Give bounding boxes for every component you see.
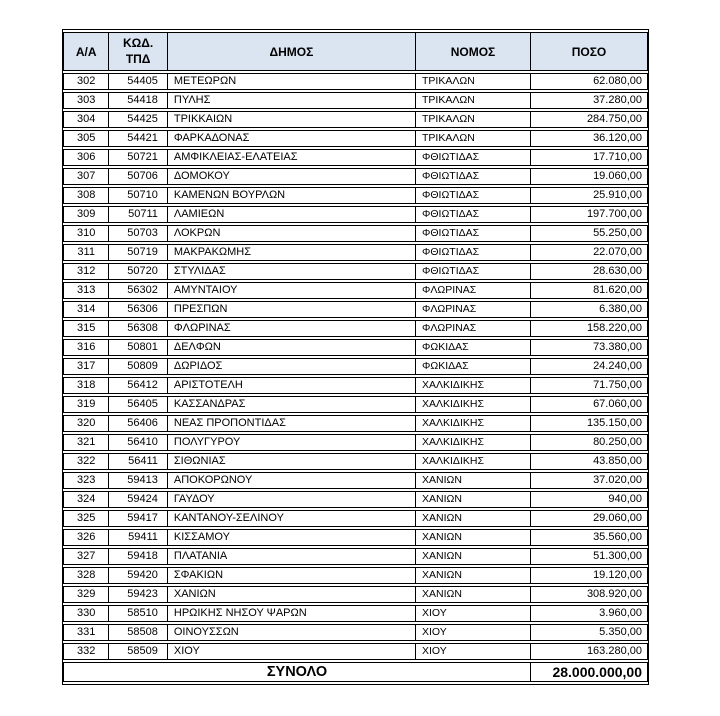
cell-poso: 51.300,00: [530, 548, 648, 565]
cell-nomos: ΧΙΟΥ: [415, 605, 530, 622]
cell-kod: 50703: [108, 225, 167, 242]
cell-poso: 158.220,00: [530, 320, 648, 337]
cell-kod: 59417: [108, 510, 167, 527]
table-row: [63, 510, 648, 527]
cell-aa: 304: [63, 111, 108, 128]
cell-kod: 50711: [108, 206, 167, 223]
cell-dimos: ΝΕΑΣ ΠΡΟΠΟΝΤΙΔΑΣ: [167, 415, 415, 432]
cell-nomos: ΦΘΙΩΤΙΔΑΣ: [415, 168, 530, 185]
cell-nomos: ΧΑΝΙΩΝ: [415, 472, 530, 489]
cell-dimos: ΛΑΜΙΕΩΝ: [167, 206, 415, 223]
cell-kod: 56308: [108, 320, 167, 337]
cell-kod: 56302: [108, 282, 167, 299]
table-row: [63, 434, 648, 451]
cell-aa: 309: [63, 206, 108, 223]
allocation-table: [62, 29, 649, 685]
cell-dimos: ΜΑΚΡΑΚΩΜΗΣ: [167, 244, 415, 261]
cell-poso: 80.250,00: [530, 434, 648, 451]
cell-kod: 50706: [108, 168, 167, 185]
cell-aa: 310: [63, 225, 108, 242]
cell-aa: 311: [63, 244, 108, 261]
cell-nomos: ΤΡΙΚΑΛΩΝ: [415, 130, 530, 147]
cell-kod: 59418: [108, 548, 167, 565]
cell-nomos: ΦΛΩΡΙΝΑΣ: [415, 301, 530, 318]
cell-aa: 330: [63, 605, 108, 622]
cell-aa: 329: [63, 586, 108, 603]
cell-aa: 321: [63, 434, 108, 451]
cell-poso: 17.710,00: [530, 149, 648, 166]
cell-poso: 62.080,00: [530, 73, 648, 90]
cell-nomos: ΦΘΙΩΤΙΔΑΣ: [415, 244, 530, 261]
cell-nomos: ΦΘΙΩΤΙΔΑΣ: [415, 206, 530, 223]
cell-poso: 43.850,00: [530, 453, 648, 470]
cell-kod: 54405: [108, 73, 167, 90]
cell-nomos: ΦΘΙΩΤΙΔΑΣ: [415, 263, 530, 280]
header-nomos: ΝΟΜΟΣ: [415, 32, 530, 71]
cell-poso: 284.750,00: [530, 111, 648, 128]
cell-nomos: ΧΑΝΙΩΝ: [415, 548, 530, 565]
cell-aa: 314: [63, 301, 108, 318]
cell-nomos: ΧΑΛΚΙΔΙΚΗΣ: [415, 396, 530, 413]
cell-kod: 59411: [108, 529, 167, 546]
table-row: [63, 624, 648, 641]
cell-poso: 308.920,00: [530, 586, 648, 603]
cell-dimos: ΠΟΛΥΓΥΡΟΥ: [167, 434, 415, 451]
cell-aa: 332: [63, 643, 108, 660]
table-row: [63, 472, 648, 489]
table-row: [63, 263, 648, 280]
cell-aa: 325: [63, 510, 108, 527]
cell-kod: 56411: [108, 453, 167, 470]
table-body: [63, 73, 648, 660]
header-dimos: ΔΗΜΟΣ: [167, 32, 415, 71]
total-value: 28.000.000,00: [530, 662, 648, 682]
cell-dimos: ΠΛΑΤΑΝΙΑ: [167, 548, 415, 565]
cell-nomos: ΦΘΙΩΤΙΔΑΣ: [415, 187, 530, 204]
cell-nomos: ΦΘΙΩΤΙΔΑΣ: [415, 149, 530, 166]
table-row: [63, 586, 648, 603]
cell-dimos: ΦΛΩΡΙΝΑΣ: [167, 320, 415, 337]
cell-kod: 56406: [108, 415, 167, 432]
cell-kod: 59423: [108, 586, 167, 603]
header-aa: Α/Α: [63, 32, 108, 71]
cell-aa: 320: [63, 415, 108, 432]
cell-aa: 307: [63, 168, 108, 185]
table-row: [63, 282, 648, 299]
cell-kod: 58510: [108, 605, 167, 622]
header-kod: ΚΩΔ. ΤΠΔ: [108, 32, 167, 71]
cell-nomos: ΦΛΩΡΙΝΑΣ: [415, 320, 530, 337]
cell-aa: 319: [63, 396, 108, 413]
cell-nomos: ΧΙΟΥ: [415, 643, 530, 660]
table-row: [63, 73, 648, 90]
table-row: [63, 149, 648, 166]
table-row: [63, 643, 648, 660]
cell-poso: 55.250,00: [530, 225, 648, 242]
cell-dimos: ΤΡΙΚΚΑΙΩΝ: [167, 111, 415, 128]
cell-poso: 36.120,00: [530, 130, 648, 147]
cell-aa: 323: [63, 472, 108, 489]
table-row: [63, 567, 648, 584]
cell-aa: 313: [63, 282, 108, 299]
cell-nomos: ΧΙΟΥ: [415, 624, 530, 641]
cell-kod: 50801: [108, 339, 167, 356]
cell-kod: 50720: [108, 263, 167, 280]
cell-kod: 54425: [108, 111, 167, 128]
table-row: [63, 244, 648, 261]
cell-aa: 318: [63, 377, 108, 394]
cell-dimos: ΠΥΛΗΣ: [167, 92, 415, 109]
cell-kod: 50721: [108, 149, 167, 166]
cell-nomos: ΧΑΛΚΙΔΙΚΗΣ: [415, 415, 530, 432]
cell-poso: 940,00: [530, 491, 648, 508]
cell-dimos: ΓΑΥΔΟΥ: [167, 491, 415, 508]
cell-dimos: ΑΜΦΙΚΛΕΙΑΣ-ΕΛΑΤΕΙΑΣ: [167, 149, 415, 166]
cell-poso: 3.960,00: [530, 605, 648, 622]
table-row: [63, 206, 648, 223]
cell-dimos: ΚΙΣΣΑΜΟΥ: [167, 529, 415, 546]
cell-poso: 71.750,00: [530, 377, 648, 394]
cell-aa: 324: [63, 491, 108, 508]
cell-nomos: ΧΑΝΙΩΝ: [415, 510, 530, 527]
cell-poso: 163.280,00: [530, 643, 648, 660]
cell-poso: 25.910,00: [530, 187, 648, 204]
cell-nomos: ΤΡΙΚΑΛΩΝ: [415, 92, 530, 109]
cell-poso: 22.070,00: [530, 244, 648, 261]
cell-dimos: ΑΡΙΣΤΟΤΕΛΗ: [167, 377, 415, 394]
table-row: [63, 491, 648, 508]
table-row: [63, 301, 648, 318]
cell-poso: 29.060,00: [530, 510, 648, 527]
table-row: [63, 111, 648, 128]
cell-kod: 50710: [108, 187, 167, 204]
cell-kod: 58509: [108, 643, 167, 660]
cell-nomos: ΧΑΝΙΩΝ: [415, 567, 530, 584]
cell-poso: 6.380,00: [530, 301, 648, 318]
table-row: [63, 415, 648, 432]
cell-aa: 328: [63, 567, 108, 584]
table-footer: [63, 662, 648, 682]
cell-aa: 305: [63, 130, 108, 147]
cell-aa: 316: [63, 339, 108, 356]
cell-dimos: ΣΤΥΛΙΔΑΣ: [167, 263, 415, 280]
cell-poso: 24.240,00: [530, 358, 648, 375]
cell-kod: 56306: [108, 301, 167, 318]
table-row: [63, 187, 648, 204]
cell-dimos: ΚΑΜΕΝΩΝ ΒΟΥΡΛΩΝ: [167, 187, 415, 204]
table-row: [63, 168, 648, 185]
table-row: [63, 320, 648, 337]
cell-kod: 54421: [108, 130, 167, 147]
cell-dimos: ΛΟΚΡΩΝ: [167, 225, 415, 242]
cell-nomos: ΧΑΝΙΩΝ: [415, 586, 530, 603]
cell-kod: 58508: [108, 624, 167, 641]
cell-aa: 312: [63, 263, 108, 280]
cell-kod: 56412: [108, 377, 167, 394]
cell-kod: 59420: [108, 567, 167, 584]
cell-dimos: ΔΕΛΦΩΝ: [167, 339, 415, 356]
cell-aa: 315: [63, 320, 108, 337]
cell-dimos: ΦΑΡΚΑΔΟΝΑΣ: [167, 130, 415, 147]
cell-aa: 306: [63, 149, 108, 166]
cell-dimos: ΠΡΕΣΠΩΝ: [167, 301, 415, 318]
cell-nomos: ΦΩΚΙΔΑΣ: [415, 339, 530, 356]
cell-dimos: ΔΩΡΙΔΟΣ: [167, 358, 415, 375]
cell-nomos: ΧΑΝΙΩΝ: [415, 491, 530, 508]
cell-nomos: ΦΩΚΙΔΑΣ: [415, 358, 530, 375]
cell-nomos: ΤΡΙΚΑΛΩΝ: [415, 111, 530, 128]
cell-dimos: ΜΕΤΕΩΡΩΝ: [167, 73, 415, 90]
cell-kod: 59413: [108, 472, 167, 489]
cell-aa: 303: [63, 92, 108, 109]
cell-aa: 331: [63, 624, 108, 641]
cell-aa: 326: [63, 529, 108, 546]
cell-dimos: ΣΙΘΩΝΙΑΣ: [167, 453, 415, 470]
cell-aa: 322: [63, 453, 108, 470]
header-row: [63, 32, 648, 71]
table-row: [63, 548, 648, 565]
cell-poso: 28.630,00: [530, 263, 648, 280]
cell-poso: 135.150,00: [530, 415, 648, 432]
cell-dimos: ΑΜΥΝΤΑΙΟΥ: [167, 282, 415, 299]
table-row: [63, 130, 648, 147]
cell-nomos: ΧΑΝΙΩΝ: [415, 529, 530, 546]
cell-poso: 19.060,00: [530, 168, 648, 185]
cell-poso: 35.560,00: [530, 529, 648, 546]
cell-aa: 302: [63, 73, 108, 90]
cell-kod: 54418: [108, 92, 167, 109]
cell-nomos: ΤΡΙΚΑΛΩΝ: [415, 73, 530, 90]
cell-dimos: ΔΟΜΟΚΟΥ: [167, 168, 415, 185]
municipal-amounts-table: [63, 30, 648, 684]
cell-poso: 73.380,00: [530, 339, 648, 356]
table-row: [63, 339, 648, 356]
cell-poso: 67.060,00: [530, 396, 648, 413]
table-row: [63, 92, 648, 109]
cell-nomos: ΦΘΙΩΤΙΔΑΣ: [415, 225, 530, 242]
cell-nomos: ΦΛΩΡΙΝΑΣ: [415, 282, 530, 299]
cell-kod: 50809: [108, 358, 167, 375]
cell-poso: 197.700,00: [530, 206, 648, 223]
cell-nomos: ΧΑΛΚΙΔΙΚΗΣ: [415, 377, 530, 394]
cell-aa: 317: [63, 358, 108, 375]
cell-dimos: ΗΡΩΙΚΗΣ ΝΗΣΟΥ ΨΑΡΩΝ: [167, 605, 415, 622]
table-row: [63, 453, 648, 470]
cell-dimos: ΧΙΟΥ: [167, 643, 415, 660]
cell-poso: 5.350,00: [530, 624, 648, 641]
cell-nomos: ΧΑΛΚΙΔΙΚΗΣ: [415, 434, 530, 451]
cell-aa: 308: [63, 187, 108, 204]
cell-nomos: ΧΑΛΚΙΔΙΚΗΣ: [415, 453, 530, 470]
cell-poso: 19.120,00: [530, 567, 648, 584]
table-row: [63, 377, 648, 394]
table-header: [63, 32, 648, 71]
cell-poso: 37.280,00: [530, 92, 648, 109]
cell-dimos: ΚΑΣΣΑΝΔΡΑΣ: [167, 396, 415, 413]
table-row: [63, 225, 648, 242]
cell-dimos: ΟΙΝΟΥΣΣΩΝ: [167, 624, 415, 641]
cell-aa: 327: [63, 548, 108, 565]
total-row: [63, 662, 648, 682]
total-label: ΣΥΝΟΛΟ: [63, 662, 530, 682]
cell-kod: 50719: [108, 244, 167, 261]
cell-kod: 56405: [108, 396, 167, 413]
cell-poso: 81.620,00: [530, 282, 648, 299]
cell-dimos: ΧΑΝΙΩΝ: [167, 586, 415, 603]
cell-dimos: ΣΦΑΚΙΩΝ: [167, 567, 415, 584]
cell-kod: 59424: [108, 491, 167, 508]
cell-dimos: ΑΠΟΚΟΡΩΝΟΥ: [167, 472, 415, 489]
cell-kod: 56410: [108, 434, 167, 451]
cell-dimos: ΚΑΝΤΑΝΟΥ-ΣΕΛΙΝΟΥ: [167, 510, 415, 527]
cell-poso: 37.020,00: [530, 472, 648, 489]
table-row: [63, 396, 648, 413]
header-poso: ΠΟΣΟ: [530, 32, 648, 71]
table-row: [63, 605, 648, 622]
table-row: [63, 529, 648, 546]
table-row: [63, 358, 648, 375]
